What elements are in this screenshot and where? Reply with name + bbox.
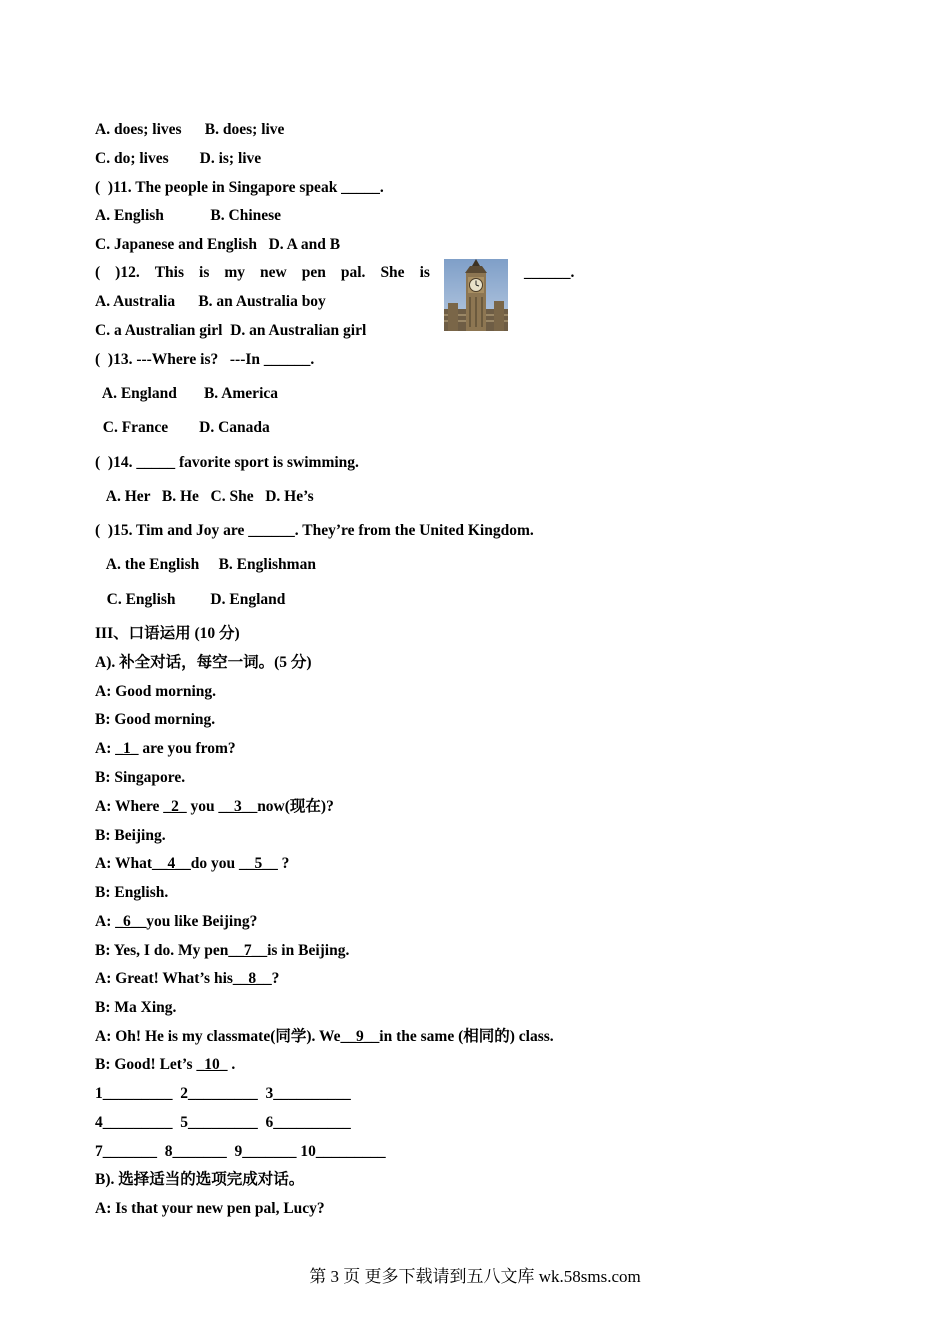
q12-word: is xyxy=(419,264,430,281)
q12-word: This xyxy=(154,264,185,281)
dialogue-line: B: Singapore. xyxy=(95,769,186,786)
dialogue-text: A: Oh! He is my classmate(同学). We xyxy=(95,1028,341,1045)
question-14: ( )14. _____ favorite sport is swimming. xyxy=(95,454,359,471)
dialogue-text: A: What xyxy=(95,855,152,872)
dialogue-line xyxy=(95,1055,235,1075)
q12-options-ab: A. Australia B. an Australia boy xyxy=(95,293,326,310)
question-13: ( )13. ---Where is? ---In ______. xyxy=(95,351,315,368)
dialogue-line: B: Ma Xing. xyxy=(95,999,177,1016)
dialogue-text: ? xyxy=(271,970,280,987)
dialogue-line xyxy=(95,941,349,961)
dialogue-text: you xyxy=(186,798,219,815)
dialogue-text: B: Yes, I do. My pen xyxy=(95,942,229,959)
dialogue-line: B: English. xyxy=(95,884,169,901)
q10-options-ab: A. does; lives B. does; live xyxy=(95,121,285,138)
blank-3: __3__ xyxy=(218,798,258,815)
q12-word: )12. xyxy=(115,264,140,281)
dialogue-text: A: Where xyxy=(95,798,164,815)
section-3-heading: III、口语运用 (10 分) xyxy=(95,625,240,642)
dialogue-text: A: Great! What’s his xyxy=(95,970,233,987)
q12-answer-blank: ______. xyxy=(524,264,575,281)
dialogue-line xyxy=(95,1027,554,1047)
page-footer: 第 3 页 更多下载请到五八文库 wk.58sms.com xyxy=(309,1267,641,1286)
q12-word: She xyxy=(380,264,405,281)
dialogue-line xyxy=(95,739,236,759)
answer-blanks-7-10: 7_______ 8_______ 9_______ 10_________ xyxy=(95,1143,386,1160)
answer-blanks-4-6: 4_________ 5_________ 6__________ xyxy=(95,1114,351,1131)
dialogue-line xyxy=(95,969,279,989)
part-a-instruction: A). 补全对话，每空一词。(5 分) xyxy=(95,654,312,671)
dialogue-line xyxy=(95,797,334,817)
q12-options-cd: C. a Australian girl D. an Australian girl xyxy=(95,322,367,339)
blank-2: _2_ xyxy=(163,798,187,815)
blank-7: __7__ xyxy=(228,942,268,959)
blank-6: _6__ xyxy=(115,913,147,930)
dialogue-text: . xyxy=(227,1056,236,1073)
blank-9: __9__ xyxy=(340,1028,380,1045)
q12-word: pen xyxy=(301,264,326,281)
dialogue-text: are you from? xyxy=(138,740,236,757)
dialogue-text: ? xyxy=(277,855,290,872)
question-11: ( )11. The people in Singapore speak _____. xyxy=(95,179,384,196)
dialogue-text: A: xyxy=(95,913,116,930)
q13-options-ab: A. England B. America xyxy=(95,385,279,402)
q15-options-ab: A. the English B. Englishman xyxy=(95,556,316,573)
q15-options-cd: C. English D. England xyxy=(95,591,286,608)
question-15: ( )15. Tim and Joy are ______. They’re from the United Kingdom. xyxy=(95,522,534,539)
q11-options-cd: C. Japanese and English D. A and B xyxy=(95,236,341,253)
answer-blanks-1-3: 1_________ 2_________ 3__________ xyxy=(95,1085,351,1102)
dialogue-text: you like Beijing? xyxy=(146,913,258,930)
q11-options-ab: A. English B. Chinese xyxy=(95,207,282,224)
q14-options: A. Her B. He C. She D. He’s xyxy=(95,488,314,505)
dialogue-text: A: xyxy=(95,740,116,757)
blank-4: __4__ xyxy=(151,855,191,872)
q12-word: ( xyxy=(95,264,101,281)
q12-word: is xyxy=(199,264,210,281)
dialogue-line xyxy=(95,854,289,874)
dialogue-text: is in Beijing. xyxy=(267,942,350,959)
dialogue-text: in the same (相同的) class. xyxy=(379,1028,554,1045)
blank-10: _10_ xyxy=(196,1056,228,1073)
blank-5: __5__ xyxy=(238,855,278,872)
dialogue-line: A: Is that your new pen pal, Lucy? xyxy=(95,1200,325,1217)
question-12 xyxy=(95,263,430,283)
blank-8: __8__ xyxy=(232,970,272,987)
q13-options-cd: C. France D. Canada xyxy=(95,419,270,436)
q10-options-cd: C. do; lives D. is; live xyxy=(95,150,262,167)
dialogue-text: B: Good! Let’s xyxy=(95,1056,197,1073)
dialogue-line: B: Beijing. xyxy=(95,827,166,844)
dialogue-text: now(现在)? xyxy=(257,798,334,815)
q12-word: new xyxy=(260,264,287,281)
dialogue-line: A: Good morning. xyxy=(95,683,216,700)
dialogue-line: B: Good morning. xyxy=(95,711,216,728)
dialogue-text: do you xyxy=(190,855,239,872)
q12-word: my xyxy=(224,264,246,281)
part-b-instruction: B). 选择适当的选项完成对话。 xyxy=(95,1171,305,1188)
blank-1: _1_ xyxy=(115,740,139,757)
dialogue-line xyxy=(95,912,257,932)
q12-word: pal. xyxy=(340,264,366,281)
big-ben-image xyxy=(444,259,508,331)
